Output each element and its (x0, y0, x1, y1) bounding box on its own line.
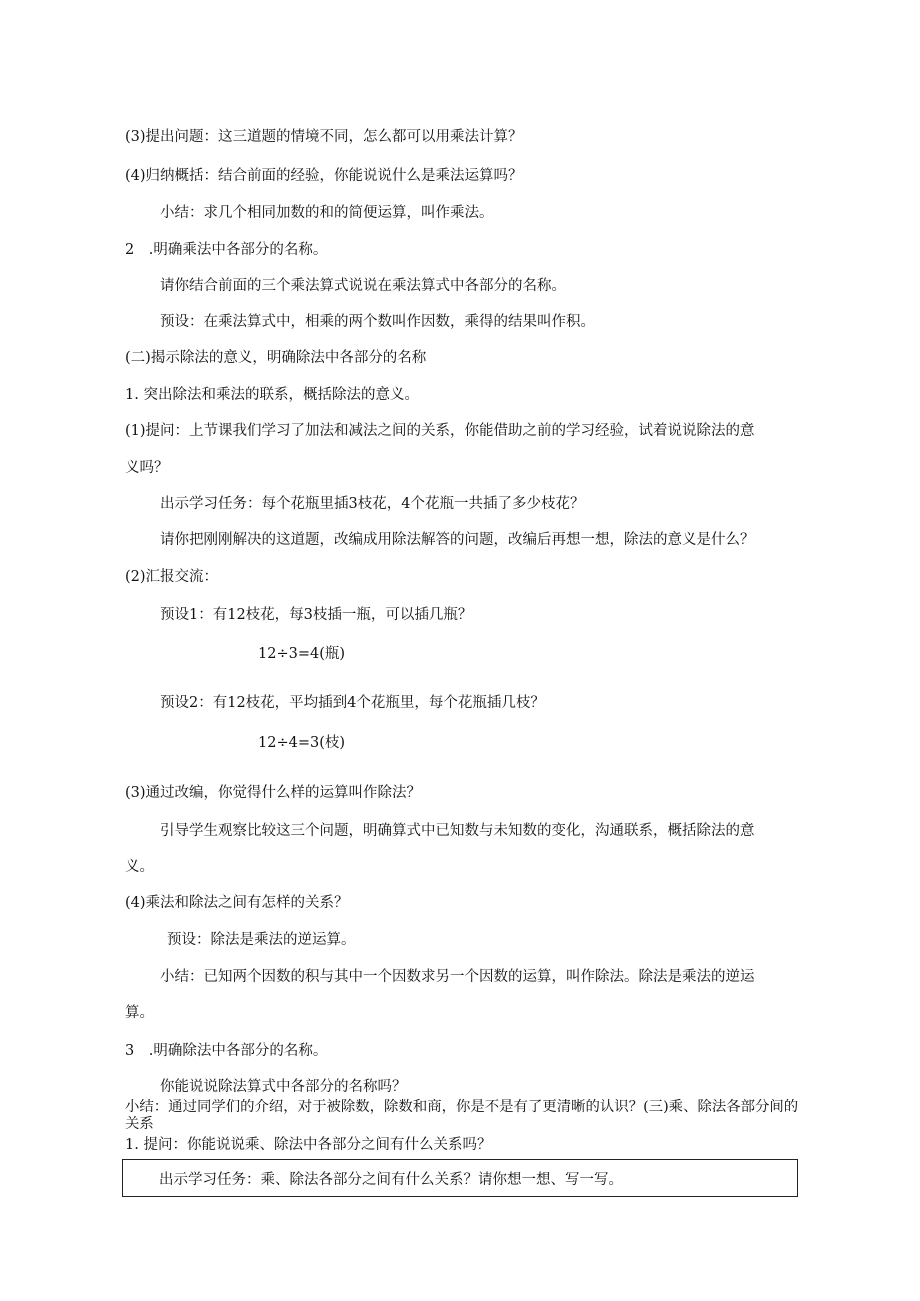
text-line: 1. 提问：你能说说乘、除法中各部分之间有什么关系吗？ (125, 1137, 492, 1153)
text-line: 算。 (125, 1005, 154, 1021)
task-text: 出示学习任务：乘、除法各部分之间有什么关系？请你想一想、写一写。 (159, 1172, 623, 1188)
section-heading: 1. 突出除法和乘法的联系，概括除法的意义。 (125, 387, 419, 403)
text-line: (3)提出问题：这三道题的情境不同，怎么都可以用乘法计算？ (125, 129, 523, 145)
text-line: 小结：已知两个因数的积与其中一个因数求另一个因数的运算，叫作除法。除法是乘法的逆运 (160, 969, 755, 985)
text-line: 请你结合前面的三个乘法算式说说在乘法算式中各部分的名称。 (160, 278, 566, 294)
section-heading: 3 .明确除法中各部分的名称。 (125, 1043, 328, 1059)
text-line: (4)乘法和除法之间有怎样的关系？ (125, 895, 349, 911)
section-heading: 2 .明确乘法中各部分的名称。 (125, 242, 328, 258)
text-line: 预设：在乘法算式中，相乘的两个数叫作因数，乘得的结果叫作积。 (160, 314, 595, 330)
text-line: 义。 (125, 859, 154, 875)
text-line: (2)汇报交流： (125, 569, 219, 585)
text-line: 引导学生观察比较这三个问题，明确算式中已知数与未知数的变化，沟通联系，概括除法的意 (160, 823, 755, 839)
text-line: (1)提问：上节课我们学习了加法和减法之间的关系，你能借助之前的学习经验，试着说说除法的意 (125, 423, 755, 439)
text-line: 小结：求几个相同加数的和的简便运算，叫作乘法。 (160, 205, 494, 221)
equation: 12÷4=3(枝) (258, 735, 346, 751)
text-line: 请你把刚刚解决的这道题，改编成用除法解答的问题，改编后再想一想，除法的意义是什么？ (160, 532, 755, 548)
text-line: 义吗？ (125, 460, 169, 476)
text-line: 预设2：有12枝花，平均插到4个花瓶里，每个花瓶插几枝？ (160, 695, 545, 711)
text-line: 预设1：有12枝花，每3枝插一瓶，可以插几瓶？ (160, 607, 473, 623)
task-box (122, 1159, 798, 1197)
section-heading: (二)揭示除法的意义，明确除法中各部分的名称 (125, 350, 427, 366)
summary-paragraph: 小结：通过同学们的介绍，对于被除数，除数和商，你是不是有了更清晰的认识？(三)乘、除法各部分间的关系 (125, 1099, 799, 1132)
text-line: 你能说说除法算式中各部分的名称吗？ (160, 1079, 407, 1095)
text-line: (3)通过改编，你觉得什么样的运算叫作除法？ (125, 785, 422, 801)
text-line: 出示学习任务：每个花瓶里插3枝花，4个花瓶一共插了多少枝花？ (160, 496, 585, 512)
text-line: 预设：除法是乘法的逆运算。 (167, 932, 356, 948)
equation: 12÷3=4(瓶) (258, 646, 346, 662)
text-line: (4)归纳概括：结合前面的经验，你能说说什么是乘法运算吗？ (125, 168, 523, 184)
